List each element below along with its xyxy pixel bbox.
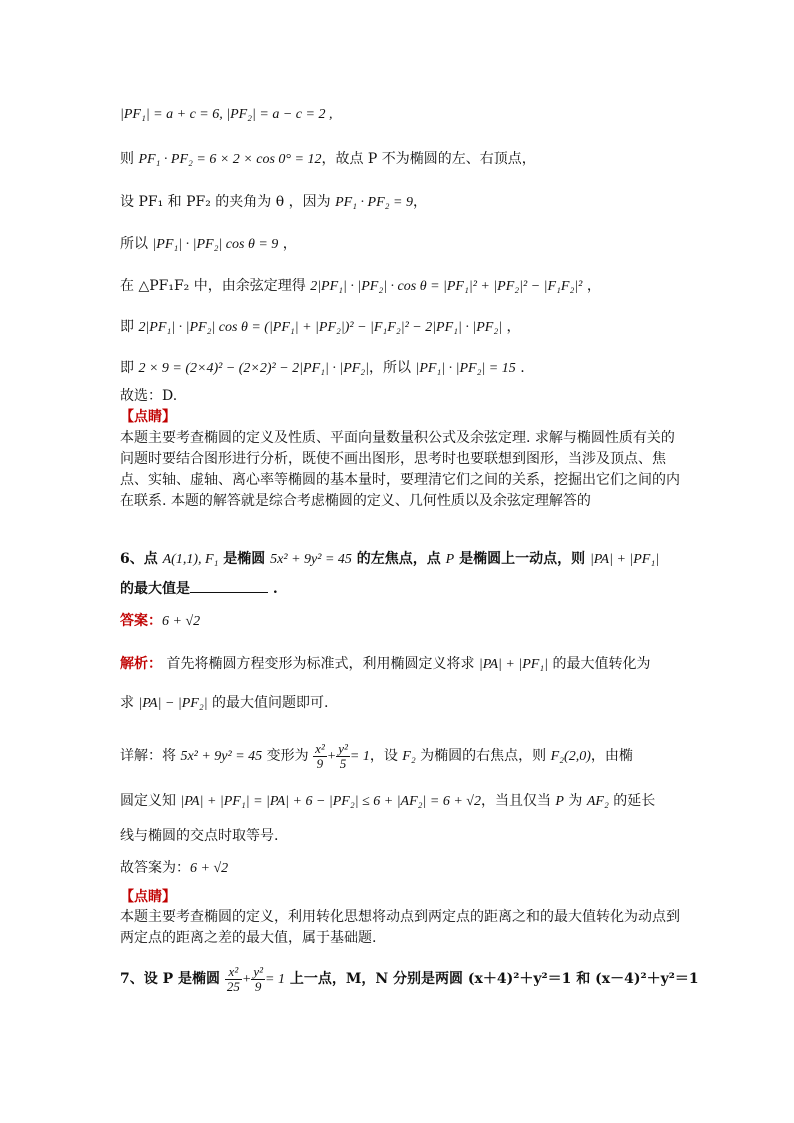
- math: 6 + √2: [190, 861, 229, 876]
- text: ，所以: [369, 360, 416, 376]
- math: |PF₁| · |PF₂| = 15: [415, 361, 516, 376]
- fraction-x: [313, 742, 327, 771]
- math: P: [445, 552, 455, 567]
- text: 的最大值转化为: [548, 656, 651, 672]
- dianjing-heading-1: 【点睛】: [120, 409, 176, 425]
- text: 是椭圆: [218, 551, 271, 567]
- solution-line-2: [120, 149, 536, 170]
- text: 的最大值是: [120, 581, 190, 597]
- solution-line-3: [120, 192, 427, 213]
- text: 上一点，M，N 分别是两圆 (x＋4)²＋y²＝1 和 (x－4)²＋y²＝1: [284, 971, 699, 987]
- dianjing-body-1: 本题主要考查椭圆的定义及性质、平面向量数量积公式及余弦定理. 求解与椭圆性质有关的问题时要结合图形进行分析，既使不画出图形，思考时也要联想到图形，当涉及顶点、焦点、实轴、虚轴、离心率等椭圆的基本量时，要理清它们之间的关系，挖掘出它们之间的内在联系. 本题的解答就是综合考虑椭圆的定义、几何性质以及余弦定理解答的: [120, 430, 680, 509]
- text: 的延长: [608, 793, 656, 809]
- math: 5x² + 9y² = 45: [180, 749, 263, 764]
- math: = 1: [349, 749, 370, 764]
- text: 的左焦点，点: [351, 551, 446, 567]
- text: .: [268, 581, 278, 597]
- math: 2|PF₁| · |PF₂| · cos θ = |PF₁|² + |PF₂|² − |F₁F₂|²: [310, 279, 583, 294]
- math: 5x² + 9y² = 45: [270, 552, 352, 567]
- text: 为: [563, 793, 587, 809]
- math: 2|PF₁| · |PF₂| cos θ = (|PF₁| + |PF₂|)² − |F₁F₂|² − 2|PF₁| · |PF₂|: [138, 320, 503, 335]
- text: 为椭圆的右焦点，则: [415, 748, 551, 764]
- final-answer-line: [120, 858, 228, 879]
- text: 则: [120, 151, 139, 167]
- choice-line: 故选：D.: [120, 388, 178, 404]
- text: 7、设 P 是椭圆: [120, 971, 225, 987]
- fraction-denominator: 5: [339, 755, 347, 771]
- question-7-line-1: [120, 962, 699, 997]
- math: F₂: [402, 749, 416, 764]
- question-6-line-2: [120, 578, 278, 599]
- solution-line-7: [120, 358, 525, 379]
- math: = 1: [265, 972, 285, 987]
- text: ，: [582, 278, 601, 294]
- math: A(1,1), F₁: [162, 552, 219, 567]
- text: 是椭圆上一动点，则: [454, 551, 590, 567]
- text: 首先将椭圆方程变形为标准式，利用椭圆定义将求: [162, 656, 479, 672]
- text: 的最大值问题即可.: [207, 695, 329, 711]
- dianjing-body-2: 本题主要考查椭圆的定义，利用转化思想将动点到两定点的距离之和的最大值转化为动点到两定点的距离之差的最大值，属于基础题.: [120, 909, 680, 946]
- solution-line-6: [120, 317, 521, 338]
- text: 所以: [120, 236, 153, 252]
- text: 在 △PF₁F₂ 中，由余弦定理得: [120, 278, 311, 294]
- fraction-denominator: 25: [226, 978, 240, 994]
- solution-line-5: [120, 276, 601, 297]
- analysis-line-1: [120, 654, 650, 675]
- fraction-denominator: 9: [316, 755, 324, 771]
- math: |PA| + |PF₁|: [589, 552, 660, 567]
- math: F₂(2,0): [550, 749, 591, 764]
- fraction-x: [225, 965, 242, 994]
- text: 6、点: [120, 551, 163, 567]
- text: 设 PF₁ 和 PF₂ 的夹角为 θ ，因为: [120, 194, 336, 210]
- text: ，: [278, 236, 297, 252]
- detail-line-1: [120, 740, 633, 773]
- math: |PA| + |PF₁| = |PA| + 6 − |PF₂| ≤ 6 + |AF₂| = 6 + √2: [180, 794, 481, 809]
- fraction-numerator: y²: [338, 740, 348, 756]
- text: ，当且仅当: [480, 793, 556, 809]
- answer-value: 6 + √2: [162, 614, 201, 629]
- question-6-line-1: [120, 549, 659, 570]
- text: ，: [502, 319, 521, 335]
- fraction-numerator: x²: [315, 740, 325, 756]
- text: 故答案为：: [120, 860, 190, 876]
- answer-line: [120, 611, 200, 632]
- math: AF₂: [586, 794, 609, 809]
- text: ，故点 P 不为椭圆的左、右顶点，: [321, 151, 536, 167]
- answer-label: 答案：: [120, 613, 162, 629]
- math: |PA| − |PF₂|: [138, 696, 208, 711]
- text: 圆定义知: [120, 793, 181, 809]
- text: ，: [412, 194, 427, 210]
- text: .: [515, 360, 525, 376]
- math: P: [555, 794, 564, 809]
- math: 2 × 9 = (2×4)² − (2×2)² − 2|PF₁| · |PF₂|: [138, 361, 370, 376]
- text: 详解：将: [120, 748, 181, 764]
- text: 求: [120, 695, 139, 711]
- math: PF₁ · PF₂ = 9: [335, 195, 413, 210]
- fraction-y: [336, 742, 350, 771]
- fraction-numerator: x²: [225, 965, 242, 980]
- math: |PA| + |PF₁|: [478, 657, 549, 672]
- fraction-y: [251, 965, 265, 994]
- text: 变形为: [262, 748, 314, 764]
- dianjing-heading-2: 【点睛】: [120, 889, 176, 905]
- solution-line-4: [120, 234, 297, 255]
- text: ，设: [369, 748, 403, 764]
- fraction-denominator: 9: [254, 978, 262, 994]
- fraction-numerator: y²: [253, 963, 264, 979]
- plus-sign: +: [326, 749, 337, 764]
- text: 即: [120, 360, 139, 376]
- analysis-line-2: [120, 693, 328, 714]
- answer-blank: [190, 578, 268, 593]
- text: ，由椭: [590, 748, 633, 764]
- analysis-label: 解析：: [120, 656, 162, 672]
- math: PF₁ · PF₂ = 6 × 2 × cos 0° = 12: [138, 152, 322, 167]
- solution-line-1: |PF₁| = a + c = 6, |PF₂| = a − c = 2 ,: [120, 107, 333, 122]
- detail-line-3: 线与椭圆的交点时取等号.: [120, 828, 279, 844]
- detail-line-2: [120, 791, 655, 812]
- math: |PF₁| · |PF₂| cos θ = 9: [152, 237, 279, 252]
- plus-sign: +: [241, 972, 252, 987]
- text: 即: [120, 319, 139, 335]
